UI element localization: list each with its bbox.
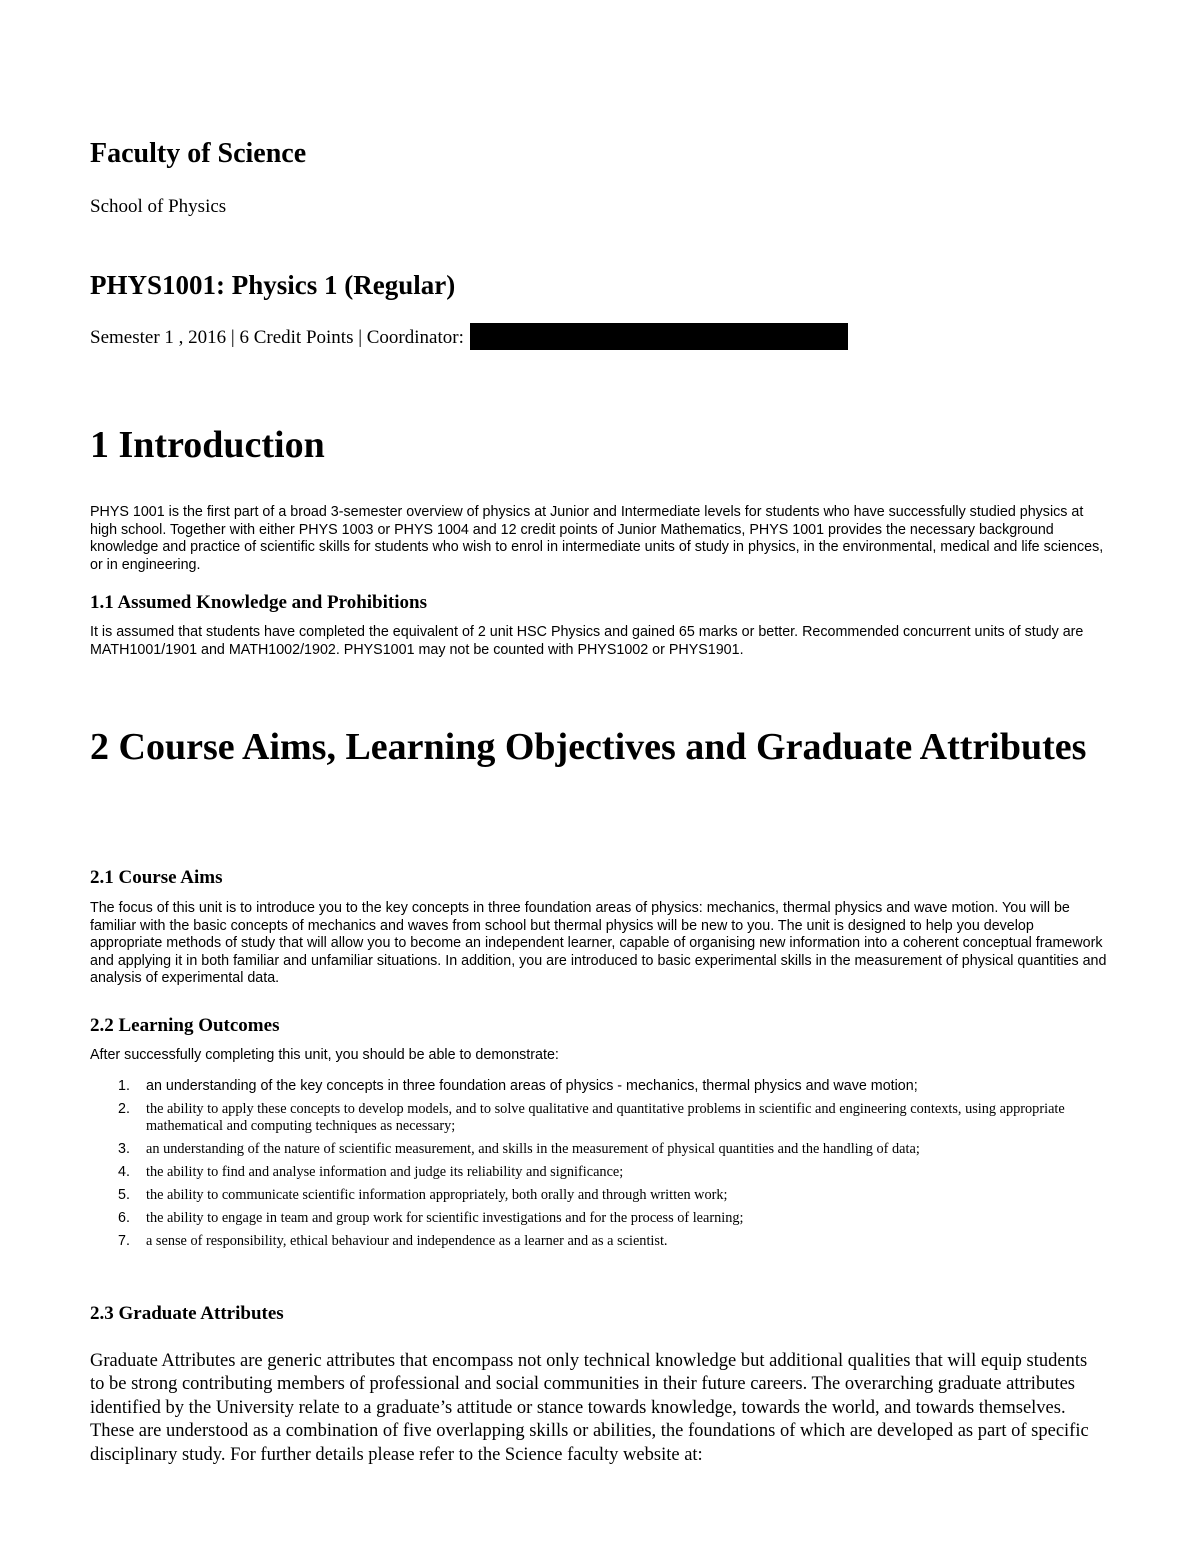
assumed-knowledge-paragraph: It is assumed that students have completed the equivalent of 2 unit HSC Physics and gained 65 marks or better. Recommended concurrent units of study are MATH1001/1901 and MATH1002/1902. PHYS1001 may not be counted with PHYS1002 or PHYS1901. [90,624,1084,658]
list-item-number: 4. [118,1164,130,1180]
list-item [90,1210,1090,1227]
section-2-3-heading: 2.3 Graduate Attributes [90,1303,284,1324]
intro-paragraph: PHYS 1001 is the first part of a broad 3-semester overview of physics at Junior and Intermediate levels for students who have successfully studied physics at high school. Together with either PHYS 1003 or PHYS 1004 and 12 credit points of Junior Mathematics, PHYS 1001 provides the necessary background knowledge and practice of scientific skills for students who wish to enrol in intermediate units of study in physics, in the environmental, medical and life sciences, or in engineering. [90,504,1104,573]
list-item [90,1101,1090,1135]
section-1-heading: 1 Introduction [90,424,325,466]
course-aims-paragraph: The focus of this unit is to introduce you to the key concepts in three foundation areas of physics: mechanics, thermal physics and wave motion. You will be familiar with the basic concepts of mechanics and waves from school but thermal physics will be new to you. The unit is designed to help you develop appropriate methods of study that will allow you to become an independent learner, capable of organising new information into a coherent conceptual framework and applying it in both familiar and unfamiliar situations. In addition, you are introduced to basic experimental skills in the measurement of physical quantities and analysis of experimental data. [90,900,1107,986]
list-item-number: 5. [118,1187,130,1203]
list-item [90,1164,1090,1181]
unit-title: PHYS1001: Physics 1 (Regular) [90,270,456,300]
list-item-text: the ability to engage in team and group work for scientific investigations and for the process of learning; [146,1210,744,1226]
list-item-number: 3. [118,1141,130,1157]
list-item-text: an understanding of the nature of scientific measurement, and skills in the measurement of physical quantities and the handling of data; [146,1141,920,1157]
list-item [90,1187,1090,1204]
list-item-number: 7. [118,1233,130,1249]
unit-meta-text: Semester 1 , 2016 | 6 Credit Points | Coordinator: [90,327,464,348]
list-item [90,1233,1090,1250]
learning-outcomes-list [90,1078,1090,1256]
school-name: School of Physics [90,196,227,217]
section-2-2-heading: 2.2 Learning Outcomes [90,1015,280,1036]
list-item-number: 2. [118,1101,130,1117]
section-2-heading: 2 Course Aims, Learning Objectives and Graduate Attributes [90,726,1087,768]
list-item-text: the ability to communicate scientific information appropriately, both orally and through written work; [146,1187,728,1203]
section-2-1-heading: 2.1 Course Aims [90,867,223,888]
coordinator-redaction [470,323,848,350]
list-item-text: the ability to find and analyse information and judge its reliability and significance; [146,1164,624,1180]
list-item-number: 6. [118,1210,130,1226]
unit-meta [90,325,848,352]
list-item-text: an understanding of the key concepts in three foundation areas of physics - mechanics, thermal physics and wave motion; [146,1078,918,1094]
outcomes-intro: After successfully completing this unit, you should be able to demonstrate: [90,1047,559,1063]
section-1-1-heading: 1.1 Assumed Knowledge and Prohibitions [90,592,427,613]
list-item [90,1078,1090,1095]
faculty-title: Faculty of Science [90,138,307,169]
list-item-number: 1. [118,1078,130,1094]
list-item [90,1141,1090,1158]
graduate-attributes-paragraph: Graduate Attributes are generic attributes that encompass not only technical knowledge but additional qualities that will equip students to be strong contributing members of professional and social communities in their future careers. The overarching graduate attributes identified by the University relate to a graduate’s attitude or stance towards knowledge, towards the world, and towards themselves. These are understood as a combination of five overlapping skills or abilities, the foundations of which are developed as part of specific disciplinary study. For further details please refer to the Science faculty website at: [90,1351,1089,1465]
list-item-text: a sense of responsibility, ethical behaviour and independence as a learner and as a scientist. [146,1233,668,1249]
list-item-text: the ability to apply these concepts to develop models, and to solve qualitative and quantitative problems in scientific and engineering contexts, using appropriate mathematical and computing techniques as necessary; [146,1101,1065,1134]
